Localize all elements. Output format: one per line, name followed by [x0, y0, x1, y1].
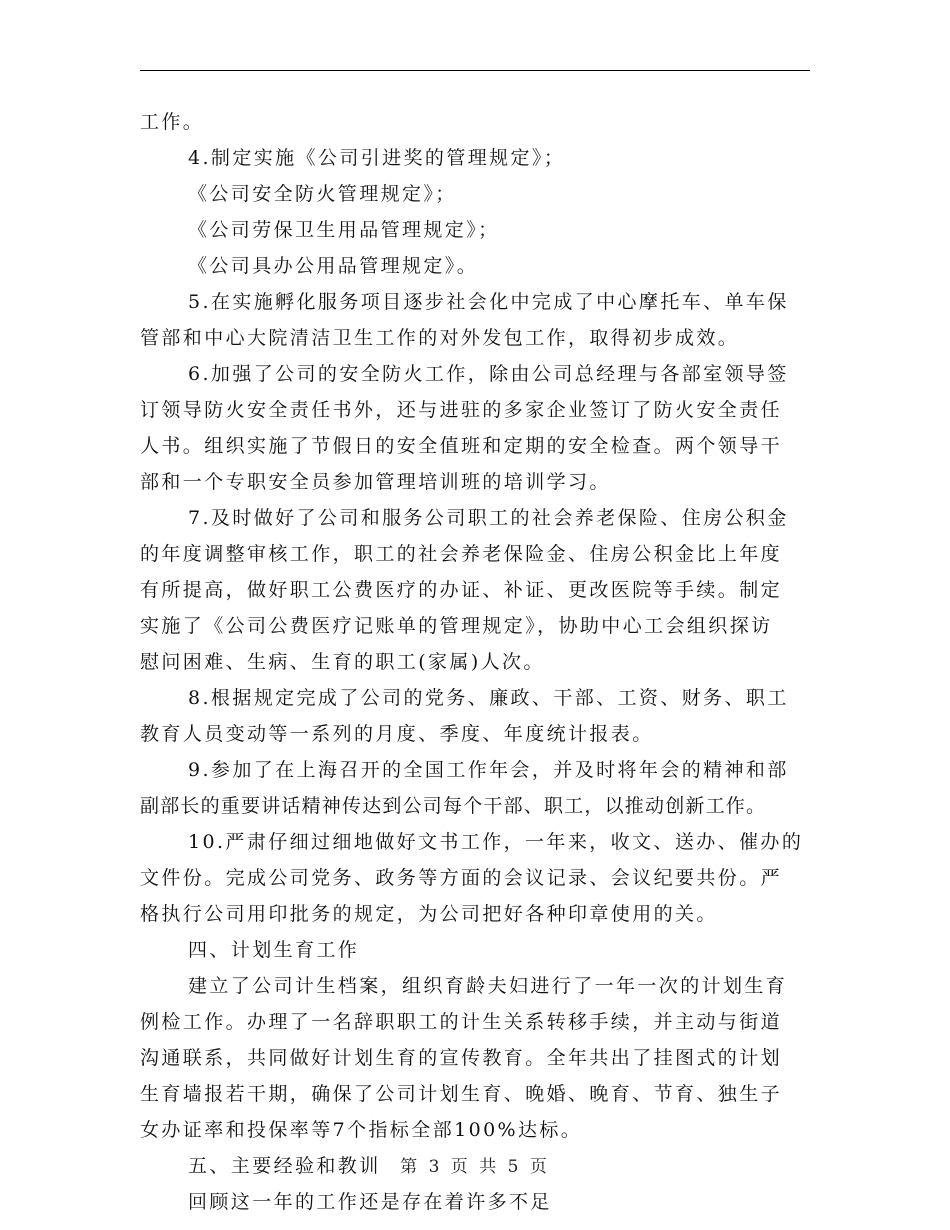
text-line: 的年度调整审核工作，职工的社会养老保险金、住房公积金比上年度	[140, 543, 783, 565]
text-line: 《公司具办公用品管理规定》。	[188, 255, 479, 277]
text-line: 《公司安全防火管理规定》；	[188, 183, 457, 205]
list-item-7: 7.及时做好了公司和服务公司职工的社会养老保险、住房公积金	[188, 507, 789, 529]
text-line: 生育墙报若干期，确保了公司计划生育、晚婚、晚育、节育、独生子	[140, 1083, 783, 1105]
list-item-5: 5.在实施孵化服务项目逐步社会化中完成了中心摩托车、单车保	[188, 291, 789, 313]
list-item-4: 4.制定实施《公司引进奖的管理规定》；	[188, 147, 566, 169]
text-line: 建立了公司计生档案，组织育龄夫妇进行了一年一次的计划生育	[188, 975, 788, 997]
list-item-10: 10.严肃仔细过细地做好文书工作，一年来，收文、送办、催办的	[188, 831, 804, 853]
text-line: 部和一个专职安全员参加管理培训班的培训学习。	[140, 471, 611, 493]
text-line: 格执行公司用印批务的规定，为公司把好各种印章使用的关。	[140, 903, 718, 925]
list-item-8: 8.根据规定完成了公司的党务、廉政、干部、工资、财务、职工	[188, 687, 789, 709]
document-body	[140, 104, 810, 1220]
text-line: 回顾这一年的工作还是存在着许多不足	[188, 1191, 552, 1213]
text-line: 教育人员变动等一系列的月度、季度、年度统计报表。	[140, 723, 654, 745]
section-heading-5: 五、主要经验和教训	[188, 1155, 381, 1177]
text-line: 实施了《公司公费医疗记账单的管理规定》，协助中心工会组织探访	[140, 615, 773, 637]
text-line: 慰问困难、生病、生育的职工(家属)人次。	[140, 651, 545, 673]
text-line: 例检工作。办理了一名辞职职工的计生关系转移手续，并主动与街道	[140, 1011, 783, 1033]
text-line: 文件份。完成公司党务、政务等方面的会议记录、会议纪要共份。严	[140, 867, 783, 889]
text-line: 管部和中心大院清洁卫生工作的对外发包工作，取得初步成效。	[140, 327, 740, 349]
section-heading-4: 四、计划生育工作	[188, 939, 360, 961]
text-line: 工作。	[140, 111, 205, 133]
page-footer: 第 3 页 共 5 页	[400, 1157, 550, 1177]
text-line: 有所提高，做好职工公费医疗的办证、补证、更改医院等手续。制定	[140, 579, 783, 601]
text-line: 副部长的重要讲话精神传达到公司每个干部、职工，以推动创新工作。	[140, 795, 767, 817]
list-item-9: 9.参加了在上海召开的全国工作年会，并及时将年会的精神和部	[188, 759, 789, 781]
text-line: 女办证率和投保率等7个指标全部100%达标。	[140, 1119, 583, 1141]
text-line: 人书。组织实施了节假日的安全值班和定期的安全检查。两个领导干	[140, 435, 783, 457]
header-rule	[140, 70, 810, 71]
text-line: 订领导防火安全责任书外，还与进驻的多家企业签订了防火安全责任	[140, 399, 783, 421]
text-line: 沟通联系，共同做好计划生育的宣传教育。全年共出了挂图式的计划	[140, 1047, 783, 1069]
text-line: 《公司劳保卫生用品管理规定》；	[188, 219, 500, 241]
list-item-6: 6.加强了公司的安全防火工作，除由公司总经理与各部室领导签	[188, 363, 789, 385]
